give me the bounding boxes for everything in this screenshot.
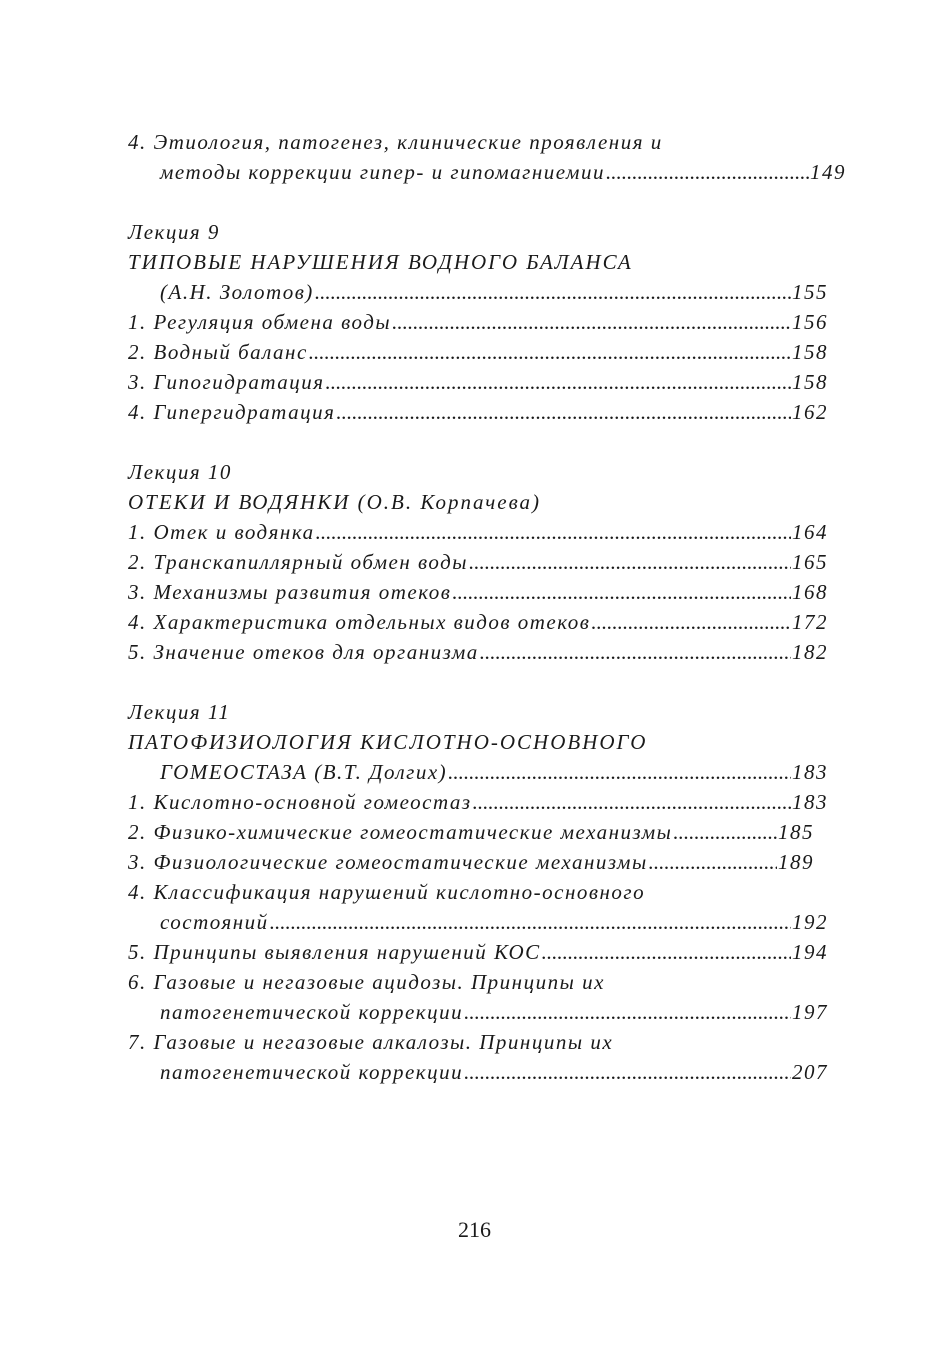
dot-leader [649,847,777,877]
toc-entry [128,817,814,847]
dot-leader [464,1057,791,1087]
toc-entry-text: 6. Газовые и негазовые ацидозы. Принципы их [128,970,605,994]
lecture-title-continued: ГОМЕОСТАЗА (В.Т. Долгих) [160,760,448,784]
toc-page-number: 194 [792,940,828,964]
lecture-title: ТИПОВЫЕ НАРУШЕНИЯ ВОДНОГО БАЛАНСА [128,250,633,274]
dot-leader [316,517,791,547]
dot-leader [452,577,791,607]
dot-leader [315,277,791,307]
toc-entry-text: 4. Характеристика отдельных видов отеков [128,610,591,634]
lecture-author: (А.Н. Золотов) [160,280,314,304]
page-number: 216 [458,1217,491,1242]
toc-entry-text: 5. Принципы выявления нарушений КОС [128,940,541,964]
toc-entry-text: 4. Этиология, патогенез, клинические проявления и [128,130,663,154]
toc-entry-text: 4. Классификация нарушений кислотно-основного [128,880,646,904]
lecture-title: ПАТОФИЗИОЛОГИЯ КИСЛОТНО-ОСНОВНОГО [128,730,648,754]
toc-page-number: 168 [792,580,828,604]
toc-entry-text: 7. Газовые и негазовые алкалозы. Принципы их [128,1030,614,1054]
lecture-label: Лекция 10 [128,460,232,484]
toc-entry [128,847,814,877]
toc-entry-text: 1. Регуляция обмена воды [128,310,392,334]
toc-page-number: 183 [792,760,828,784]
dot-leader [542,937,791,967]
toc-entry-text: 2. Транскапиллярный обмен воды [128,550,468,574]
dot-leader [309,337,791,367]
dot-leader [336,397,791,427]
toc-entry-text: патогенетической коррекции [160,1060,464,1084]
toc-entry-text: 2. Водный баланс [128,340,308,364]
toc-entry [128,907,828,937]
dot-leader [606,157,809,187]
toc-page-number: 185 [778,820,814,844]
toc-page-number: 197 [792,1000,828,1024]
toc-entry-text: методы коррекции гипер- и гипомагниемии [160,160,605,184]
lecture-label: Лекция 9 [128,220,220,244]
dot-leader [448,757,791,787]
toc-entry [128,937,828,967]
dot-leader [673,817,777,847]
dot-leader [591,607,791,637]
toc-entry-text: 3. Физиологические гомеостатические механизмы [128,850,648,874]
dot-leader [270,907,791,937]
toc-entry [128,637,828,667]
toc-entry [128,757,828,787]
toc-entry-text: 1. Отек и водянка [128,520,315,544]
toc-entry [128,1057,828,1087]
toc-page-number: 183 [792,790,828,814]
toc-entry-text: 5. Значение отеков для организма [128,640,479,664]
toc-entry [128,157,846,187]
dot-leader [469,547,791,577]
toc-page-number: 156 [792,310,828,334]
toc-entry-text: 3. Гипогидратация [128,370,325,394]
toc-entry [128,607,828,637]
toc-entry-text: 1. Кислотно-основной гомеостаз [128,790,472,814]
dot-leader [480,637,791,667]
toc-entry-text: патогенетической коррекции [160,1000,464,1024]
toc-page-number: 162 [792,400,828,424]
toc-entry [128,547,828,577]
toc-entry-text: состояний [160,910,269,934]
toc-entry-text: 3. Механизмы развития отеков [128,580,452,604]
toc-entry [128,517,828,547]
dot-leader [464,997,791,1027]
dot-leader [326,367,791,397]
dot-leader [392,307,791,337]
toc-entry-text: 2. Физико-химические гомеостатические механизмы [128,820,673,844]
toc-entry [128,307,828,337]
toc-page-number: 172 [792,610,828,634]
toc-page-number: 192 [792,910,828,934]
table-of-contents [128,127,846,1087]
toc-page-number: 182 [792,640,828,664]
toc-page-number: 155 [792,280,828,304]
toc-entry-text: 4. Гипергидратация [128,400,336,424]
toc-entry [128,397,828,427]
toc-entry [128,367,828,397]
dot-leader [473,787,791,817]
lecture-label: Лекция 11 [128,700,231,724]
lecture-title: ОТЕКИ И ВОДЯНКИ (О.В. Корпачева) [128,490,542,514]
toc-entry [128,277,828,307]
toc-entry [128,787,828,817]
toc-page-number: 207 [792,1060,828,1084]
toc-page-number: 149 [810,160,846,184]
toc-page-number: 189 [778,850,814,874]
toc-entry [128,577,828,607]
toc-page-number: 158 [792,370,828,394]
toc-page-number: 158 [792,340,828,364]
toc-page-number: 165 [792,550,828,574]
toc-entry [128,997,828,1027]
toc-entry [128,337,828,367]
toc-page-number: 164 [792,520,828,544]
